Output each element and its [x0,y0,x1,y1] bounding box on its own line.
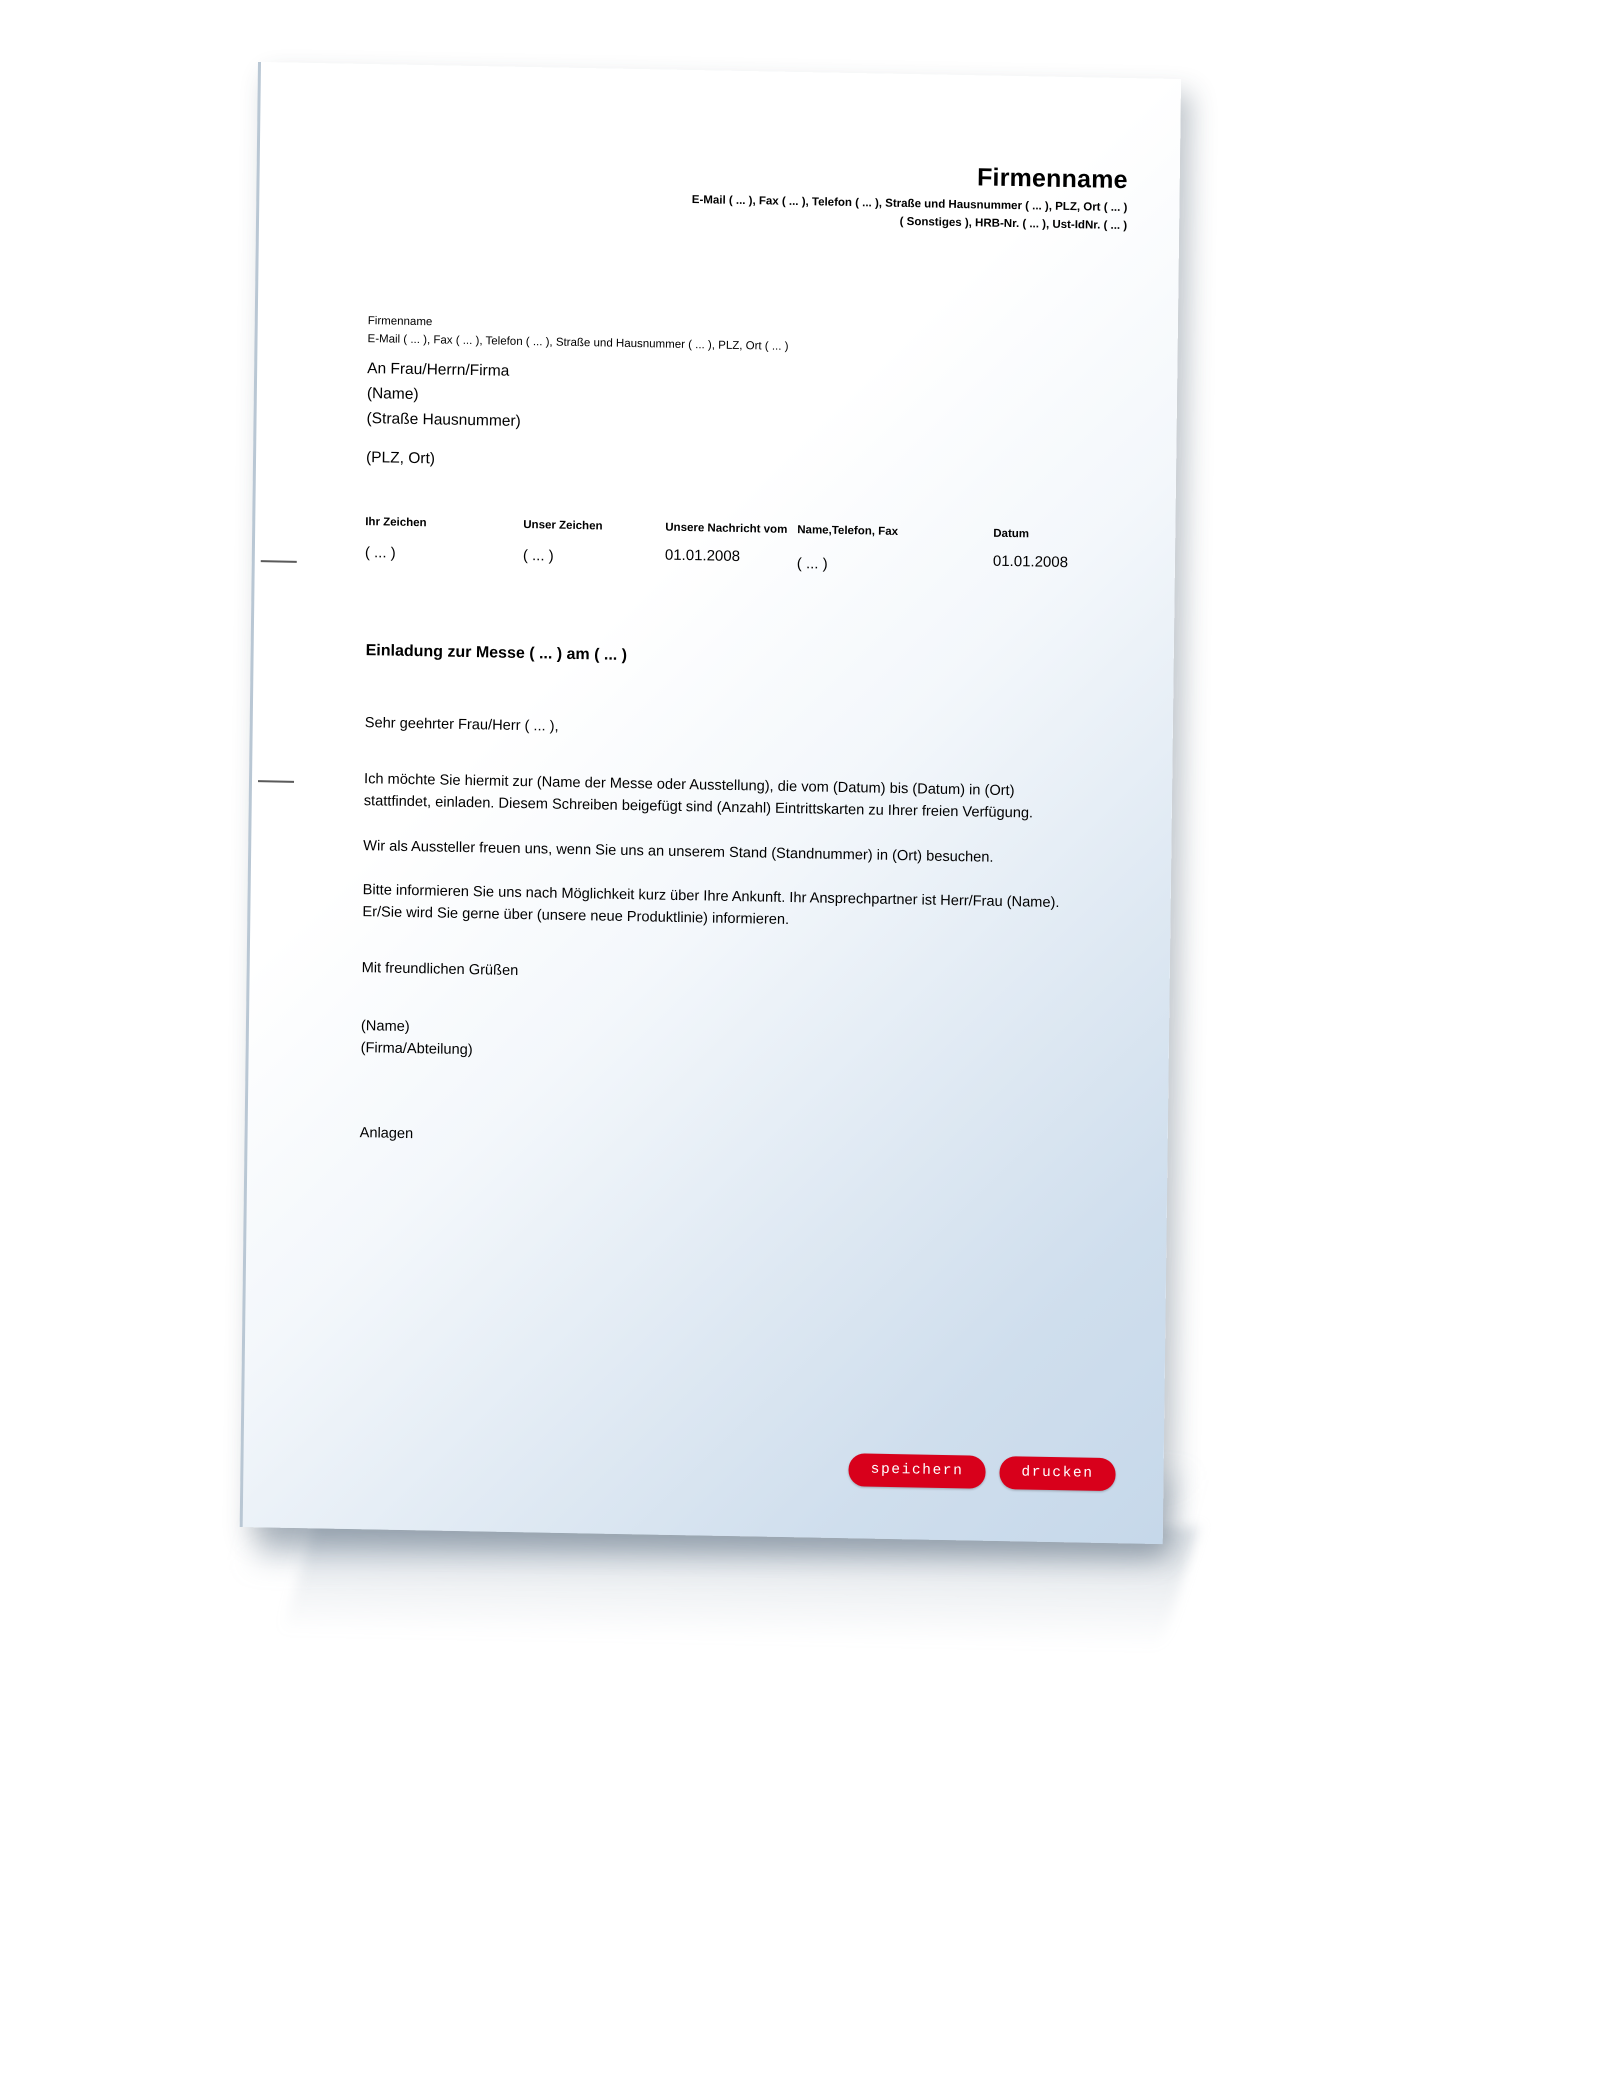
body-paragraph-1: Ich möchte Sie hiermit zur (Name der Messe oder Ausstellung), die vom (Datum) bis (Datum) in (Ort) stattfindet, einladen. Diesem Schreiben beigefügt sind (Anzahl) Eintrittskarten zu Ihrer freien Verfügung. [363,771,1034,822]
recipient-address-block [366,356,522,473]
body-paragraph-3: Bitte informieren Sie uns nach Möglichkeit kurz über Ihre Ankunft. Ihr Ansprechpartner ist Herr/Frau (Name). Er/Sie wird Sie gerne über (unsere neue Produktlinie) informieren. [362,881,1060,928]
recipient-line-4: (PLZ, Ort) [365,449,436,468]
reference-label: Unser Zeichen [523,519,603,533]
letterhead [691,158,1127,236]
document-sheet [240,62,1181,1544]
sender-contact: E-Mail ( ... ), Fax ( ... ), Telefon ( ... ), Straße und Hausnummer ( ... ), PLZ, Ort ( ... ) [367,333,789,354]
body-paragraph-2: Wir als Aussteller freuen uns, wenn Sie uns an unserem Stand (Standnummer) in (Ort) besuchen. [363,837,994,866]
reference-value: ( ... ) [364,544,396,562]
signer-department: (Firma/Abteilung) [360,1040,473,1059]
letter-subject: Einladung zur Messe ( ... ) am ( ... ) [365,642,628,664]
attachments-label: Anlagen [359,1124,414,1142]
reference-value: 01.01.2008 [992,552,1069,572]
recipient-line-1: An Frau/Herrn/Firma [367,360,510,380]
reference-row [364,516,1125,573]
save-button[interactable]: speichern [848,1453,985,1489]
reference-value: ( ... ) [796,555,828,573]
reference-value: ( ... ) [522,547,554,565]
letter-content [243,62,1181,1544]
reference-column-datum [993,528,1069,571]
body-salutation: Sehr geehrter Frau/Herr ( ... ), [364,715,559,735]
signer-name: (Name) [360,1018,410,1036]
body-closing: Mit freundlichen Grüßen [361,960,519,980]
sender-company: Firmenname [367,315,433,329]
letterhead-contact-line-1: E-Mail ( ... ), Fax ( ... ), Telefon ( ... ), Straße und Hausnummer ( ... ), PLZ, Ort ( ... ) [691,194,1128,215]
reference-column-name-telefon-fax [797,524,898,574]
reference-column-unser-zeichen [523,519,603,565]
recipient-line-3: (Straße Hausnummer) [366,410,521,431]
letter-body [359,712,1065,1179]
sender-block [367,312,788,357]
reference-label: Ihr Zeichen [365,516,427,530]
reference-label: Unsere Nachricht vom [665,521,788,536]
print-button[interactable]: drucken [999,1456,1116,1491]
document-action-buttons [848,1453,1115,1491]
reference-value: 01.01.2008 [664,546,741,566]
document-sheet-wrapper [240,62,1178,1544]
reference-column-ihr-zeichen [365,516,427,562]
letterhead-contact-line-2: ( Sonstiges ), HRB-Nr. ( ... ), Ust-IdNr. ( ... ) [899,215,1128,232]
recipient-line-2: (Name) [366,385,419,404]
reference-label: Name,Telefon, Fax [797,524,899,538]
reference-label: Datum [993,527,1030,541]
reference-column-nachricht-vom [665,522,788,566]
letterhead-company-name: Firmenname [976,163,1128,195]
